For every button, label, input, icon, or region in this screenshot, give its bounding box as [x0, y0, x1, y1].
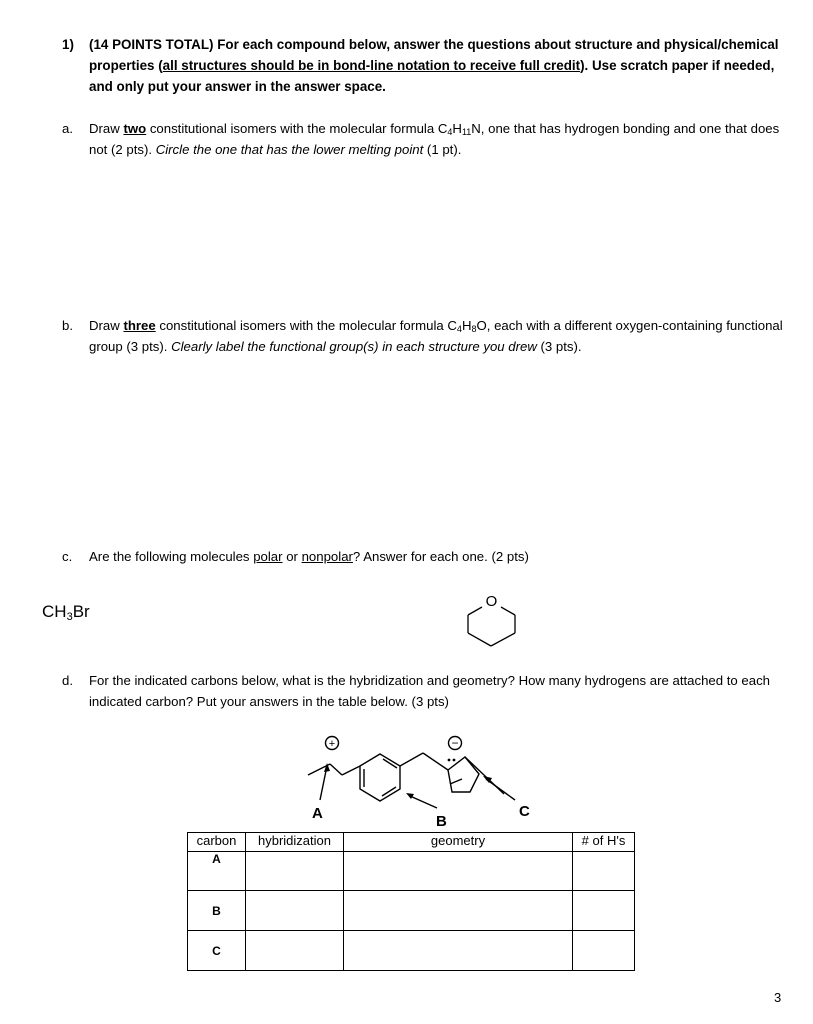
cell-c-geometry[interactable] — [344, 931, 573, 971]
table-row — [188, 931, 635, 971]
cell-a-hybridization[interactable] — [246, 852, 344, 891]
header-hybridization: hybridization — [246, 833, 344, 852]
ch3br-formula — [42, 602, 90, 622]
part-b-emphasis: three — [123, 318, 156, 333]
part-a-label: a. — [62, 121, 73, 136]
part-b-sub-h: 8 — [471, 324, 477, 334]
part-b-label: b. — [62, 318, 73, 333]
part-c-or: or — [282, 549, 302, 564]
header-carbon: carbon — [188, 833, 246, 852]
part-d-label: d. — [62, 673, 73, 688]
part-a-text-2: constitutional isomers with the molecular formula C — [146, 121, 448, 136]
ch3br-ch: CH — [42, 602, 67, 621]
part-d-structure — [290, 730, 560, 830]
question-number: 1) — [62, 37, 74, 52]
ring-oxygen-label: O — [485, 593, 498, 610]
label-c: C — [519, 803, 530, 820]
ch3br-br: Br — [72, 602, 90, 621]
row-label-b: B — [188, 891, 246, 931]
part-c-text-1: Are the following molecules — [89, 549, 254, 564]
question-1-underlined: all structures should be in bond-line notation to receive full credit — [162, 58, 581, 73]
part-d — [62, 670, 792, 712]
label-b: B — [436, 813, 447, 830]
part-d-text: For the indicated carbons below, what is the hybridization and geometry? How many hydrogens are attached to each indicated carbon? Put your answers in the table below. (3 pts) — [89, 673, 771, 709]
part-c-label: c. — [62, 549, 73, 564]
plus-sign: + — [328, 738, 336, 750]
part-b-text-3: O, each with a different oxygen-containing functional group (3 pts). — [89, 318, 783, 354]
table-row — [188, 891, 635, 931]
part-c-nonpolar: nonpolar — [301, 549, 353, 564]
part-b-h: H — [461, 318, 472, 333]
cell-c-h-count[interactable] — [573, 931, 635, 971]
cell-a-geometry[interactable] — [344, 852, 573, 891]
cell-b-hybridization[interactable] — [246, 891, 344, 931]
part-a — [62, 118, 792, 160]
part-b-text-2: constitutional isomers with the molecular formula C — [155, 318, 457, 333]
page-number: 3 — [774, 990, 782, 1005]
table-row — [188, 852, 635, 891]
cell-b-geometry[interactable] — [344, 891, 573, 931]
part-c-polar: polar — [253, 549, 283, 564]
header-geometry: geometry — [344, 833, 573, 852]
arrow-c — [486, 779, 515, 800]
part-a-text-1: Draw — [89, 121, 124, 136]
cell-b-h-count[interactable] — [573, 891, 635, 931]
part-b-text-1: Draw — [89, 318, 124, 333]
part-a-sub-c: 4 — [447, 127, 453, 137]
question-1-lead: (14 POINTS TOTAL) For each compound below, answer the questions about structure and physical/chemical properties ( — [89, 37, 779, 73]
question-1-tail: ). Use scratch paper if needed, and only put your answer in the answer space. — [89, 58, 775, 94]
part-a-text-4: (1 pt). — [423, 142, 462, 157]
part-c — [62, 546, 792, 567]
part-a-emphasis: two — [123, 121, 147, 136]
part-a-text-3: N, one that has hydrogen bonding and one that does not (2 pts). — [89, 121, 780, 157]
cell-a-h-count[interactable] — [573, 852, 635, 891]
part-b-italic: Clearly label the functional group(s) in each structure you drew — [171, 339, 537, 354]
part-a-italic: Circle the one that has the lower melting point — [155, 142, 424, 157]
arrow-b — [410, 796, 437, 808]
cell-c-hybridization[interactable] — [246, 931, 344, 971]
part-b-text-4: (3 pts). — [536, 339, 582, 354]
tetrahydropyran-structure — [460, 580, 540, 654]
table-header-row — [188, 833, 635, 852]
row-label-a: A — [188, 852, 246, 891]
part-b-sub-c: 4 — [456, 324, 462, 334]
ch3br-sub: 3 — [66, 611, 73, 623]
question-1-header — [62, 34, 782, 97]
header-h-count: # of H's — [573, 833, 635, 852]
part-a-sub-h: 11 — [461, 127, 472, 137]
minus-sign: − — [451, 736, 459, 750]
answer-table — [187, 832, 635, 971]
part-c-text-2: ? Answer for each one. (2 pts) — [352, 549, 529, 564]
label-a: A — [312, 805, 323, 822]
row-label-c: C — [188, 931, 246, 971]
part-a-h: H — [452, 121, 462, 136]
part-b — [62, 315, 792, 357]
